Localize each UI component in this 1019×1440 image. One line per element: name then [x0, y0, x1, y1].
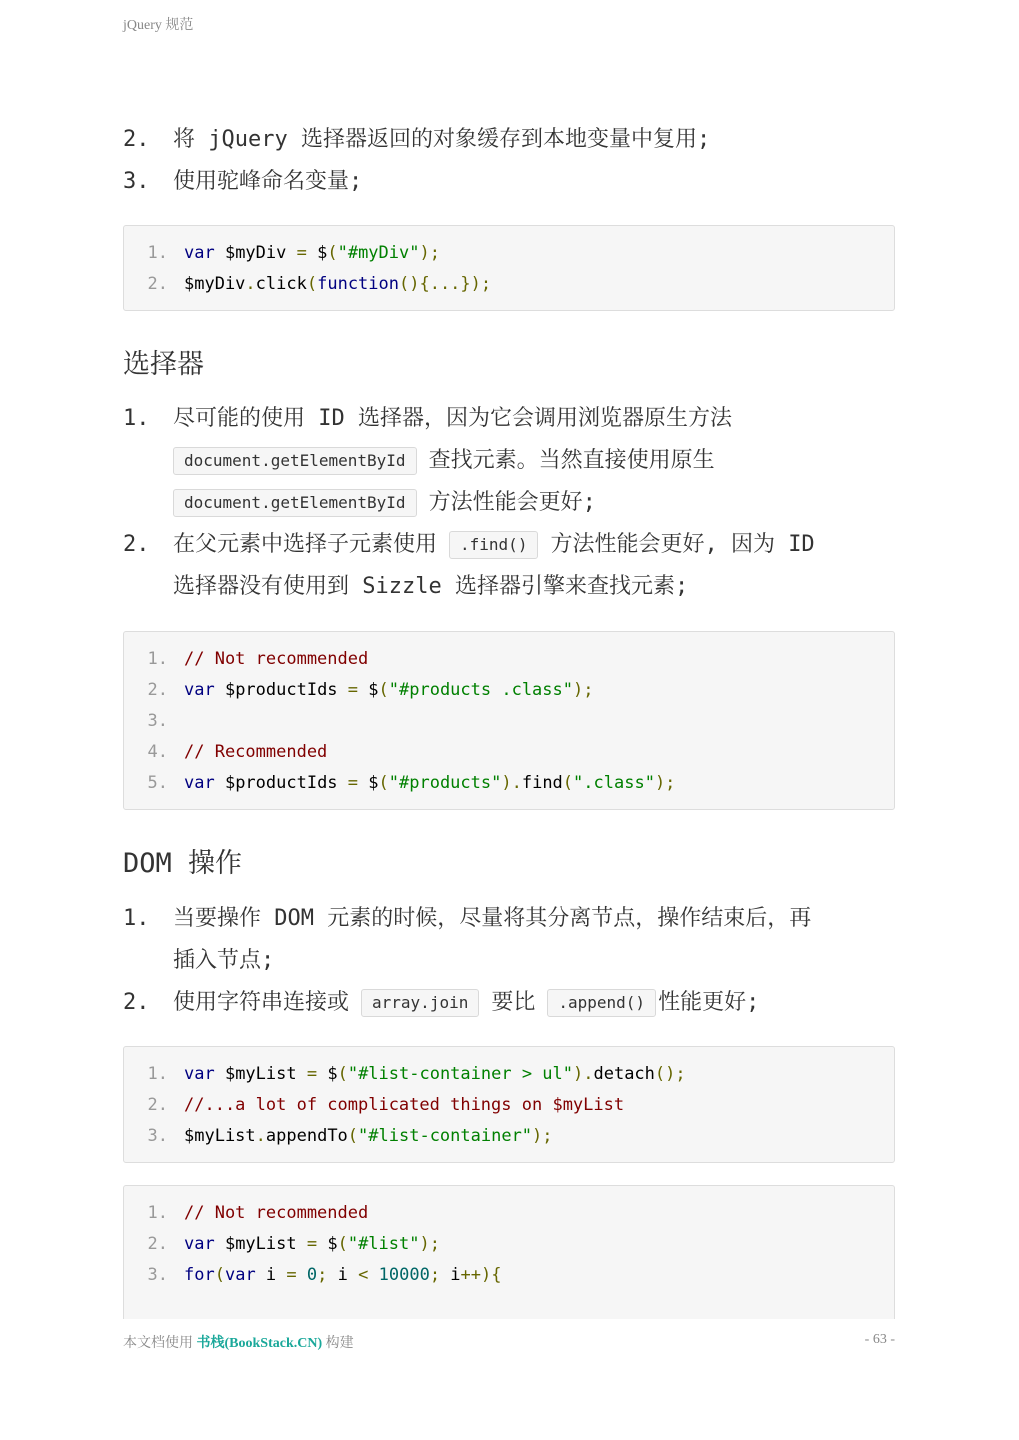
code-token: // Not recommended: [184, 649, 369, 669]
inline-code: document.getElementById: [173, 489, 417, 517]
list-selector: [123, 398, 895, 608]
code-token: .: [245, 274, 256, 294]
line-number: 2.: [147, 680, 168, 700]
code-token: $: [358, 680, 379, 700]
code-token: var: [184, 773, 215, 793]
code-token: var: [184, 243, 215, 263]
list-dom: [123, 898, 895, 1024]
code-token: (: [347, 1126, 359, 1146]
code-token: "#products .class": [388, 680, 573, 700]
code-token: ;: [429, 1265, 441, 1285]
line-number: 4.: [147, 742, 168, 762]
code-token: $: [358, 773, 379, 793]
code-token: (: [378, 773, 389, 793]
code-token: ;: [317, 1265, 328, 1285]
code-block: [123, 225, 895, 311]
code-line: [124, 1059, 894, 1090]
code-token: $: [317, 1064, 338, 1084]
code-token: );: [419, 243, 440, 263]
code-token: i: [255, 1265, 287, 1285]
code-line: [124, 768, 894, 799]
code-token: "#myDiv": [337, 243, 420, 263]
code-token: $productIds: [214, 773, 348, 793]
code-line: [124, 706, 894, 737]
code-line: [124, 644, 894, 675]
line-number: 3.: [147, 1265, 168, 1285]
list-item: 1. 当要操作 DOM 元素的时候，尽量将其分离节点，操作结束后，再 插入节点;: [123, 906, 812, 973]
list-item: 3. 使用驼峰命名变量;: [123, 169, 363, 194]
list-item: 2. 将 jQuery 选择器返回的对象缓存到本地变量中复用;: [123, 127, 711, 152]
code-block: [123, 1046, 895, 1163]
line-number: 2.: [147, 274, 168, 294]
code-token: );: [532, 1126, 553, 1146]
section-heading-dom: DOM 操作: [123, 848, 243, 879]
code-token: click: [255, 274, 307, 294]
code-token: (: [562, 773, 574, 793]
code-line: [124, 1090, 894, 1121]
line-number: 2.: [147, 1095, 168, 1115]
code-token: =: [306, 1234, 318, 1254]
list-item: 2. 在父元素中选择子元素使用 .find() 方法性能会更好, 因为 ID 选择器没有使用到 Sizzle 选择器引擎来查找元素;: [123, 532, 815, 599]
section-heading-selector: 选择器: [123, 349, 204, 380]
code-token: .: [255, 1126, 266, 1146]
line-number: 3.: [147, 1126, 168, 1146]
code-line: [124, 1260, 894, 1291]
code-token: 10000: [378, 1265, 430, 1285]
code-token: ".class": [573, 773, 655, 793]
code-token: );: [419, 1234, 440, 1254]
code-token: =: [286, 1265, 297, 1285]
code-token: [368, 1265, 378, 1285]
page-header: jQuery 规范: [123, 18, 194, 33]
code-token: =: [296, 243, 307, 263]
code-token: i: [327, 1265, 359, 1285]
code-token: $myDiv: [214, 243, 297, 263]
line-number: 1.: [147, 1203, 168, 1223]
code-line: [124, 1121, 894, 1152]
code-token: $myDiv: [184, 274, 246, 294]
line-number: 1.: [147, 243, 168, 263]
code-token: "#list-container > ul": [347, 1064, 573, 1084]
code-token: (){...});: [399, 274, 492, 294]
code-token: $: [306, 243, 328, 263]
code-token: "#list-container": [358, 1126, 533, 1146]
code-token: "#list": [347, 1234, 420, 1254]
inline-code: document.getElementById: [173, 447, 417, 475]
code-token: <: [358, 1265, 369, 1285]
code-token: [297, 1265, 307, 1285]
code-token: ();: [654, 1064, 686, 1084]
code-token: //...a lot of complicated things on $myList: [184, 1095, 625, 1115]
code-token: detach: [593, 1064, 655, 1084]
list-cache: [123, 119, 710, 203]
code-line: [124, 737, 894, 768]
code-token: =: [347, 773, 359, 793]
code-token: var: [224, 1265, 256, 1285]
code-token: (: [337, 1234, 348, 1254]
code-token: $myList: [214, 1064, 307, 1084]
code-token: =: [347, 680, 359, 700]
code-token: function: [317, 274, 399, 294]
code-token: (: [306, 274, 318, 294]
code-line: [124, 1229, 894, 1260]
code-token: (: [327, 243, 338, 263]
line-number: 2.: [147, 1234, 168, 1254]
code-token: var: [184, 680, 215, 700]
code-token: =: [306, 1064, 318, 1084]
code-token: $myList: [184, 1126, 256, 1146]
list-item-text: 使用驼峰命名变量;: [173, 169, 363, 194]
code-token: find: [521, 773, 563, 793]
code-token: (: [337, 1064, 348, 1084]
code-token: "#products": [388, 773, 502, 793]
code-token: (: [378, 680, 389, 700]
list-item: 2. 使用字符串连接或 array.join 要比 .append() 性能更好;: [123, 990, 760, 1015]
code-token: );: [573, 680, 594, 700]
inline-code: .find(): [449, 531, 538, 559]
code-block: [123, 631, 895, 810]
line-number: 5.: [147, 773, 168, 793]
code-token: var: [184, 1064, 215, 1084]
code-token: ).: [573, 1064, 594, 1084]
page-number: - 63 -: [864, 1332, 895, 1347]
code-block: [123, 1185, 895, 1319]
list-item: 1. 尽可能的使用 ID 选择器，因为它会调用浏览器原生方法 document.getElementById 查找元素。当然直接使用原生 document.getElementById 方法性能会更好;: [123, 406, 732, 515]
code-token: $myList: [214, 1234, 307, 1254]
code-token: $productIds: [214, 680, 348, 700]
code-token: $: [317, 1234, 338, 1254]
code-token: // Not recommended: [184, 1203, 369, 1223]
code-line: [124, 269, 894, 300]
code-token: );: [654, 773, 676, 793]
code-token: // Recommended: [184, 742, 328, 762]
inline-code: .append(): [547, 989, 656, 1017]
code-token: ).: [501, 773, 522, 793]
line-number: 3.: [147, 711, 168, 731]
list-item-text: 将 jQuery 选择器返回的对象缓存到本地变量中复用;: [173, 127, 711, 152]
code-token: for: [184, 1265, 215, 1285]
code-token: 0: [306, 1265, 318, 1285]
code-line: [124, 1198, 894, 1229]
footer-brand-link[interactable]: 书栈(BookStack.CN): [196, 1336, 323, 1351]
code-token: var: [184, 1234, 215, 1254]
code-line: [124, 238, 894, 269]
page-footer: 本文档使用 书栈(BookStack.CN) 构建: [123, 1336, 354, 1351]
code-token: ++){: [460, 1265, 502, 1285]
line-number: 1.: [147, 1064, 168, 1084]
line-number: 1.: [147, 649, 168, 669]
code-token: i: [440, 1265, 461, 1285]
code-token: appendTo: [265, 1126, 348, 1146]
inline-code: array.join: [361, 989, 479, 1017]
code-line: [124, 675, 894, 706]
code-token: (: [214, 1265, 225, 1285]
